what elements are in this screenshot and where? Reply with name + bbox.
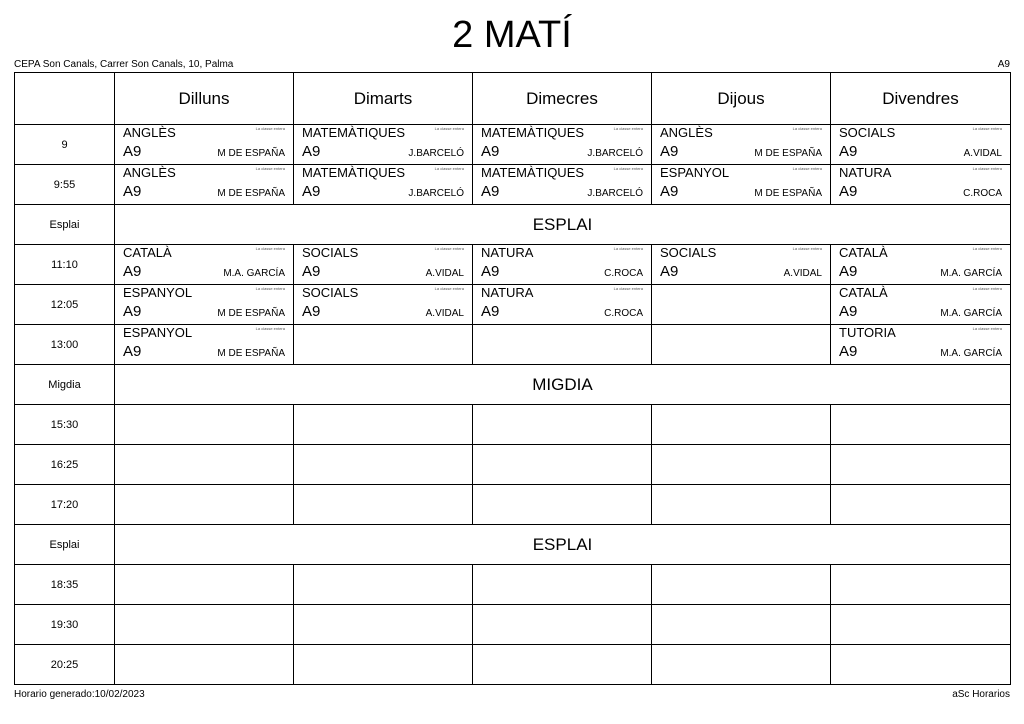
timetable: [14, 72, 1011, 685]
group-note: La classe entera: [792, 126, 822, 131]
room-label: A9: [839, 343, 858, 360]
room-label: A9: [123, 183, 142, 200]
lesson-cell: [115, 325, 294, 365]
break-label: ESPLAI: [115, 205, 1011, 245]
empty-cell: [652, 405, 831, 445]
lesson-cell: [294, 245, 473, 285]
time-slot: Esplai: [15, 205, 115, 245]
room-label: A9: [481, 183, 500, 200]
time-slot: 13:00: [15, 325, 115, 365]
subject-label: ANGLÈS: [123, 125, 176, 140]
empty-cell: [473, 605, 652, 645]
group-note: La classe entera: [972, 286, 1002, 291]
group-note: La classe entera: [613, 246, 643, 251]
group-note: La classe entera: [972, 246, 1002, 251]
room-label: A9: [660, 263, 679, 280]
day-header-row: [15, 73, 1011, 125]
lesson: [831, 165, 1010, 204]
room-label: A9: [123, 263, 142, 280]
empty-cell: [831, 485, 1011, 525]
period-row: [15, 485, 1011, 525]
period-row: [15, 645, 1011, 685]
empty-cell: [294, 565, 473, 605]
lesson-cell: [115, 125, 294, 165]
lesson-cell: [473, 285, 652, 325]
lesson-cell: [115, 165, 294, 205]
empty-cell: [831, 445, 1011, 485]
teacher-label: A.VIDAL: [783, 268, 822, 279]
break-row: [15, 205, 1011, 245]
subject-label: ANGLÈS: [660, 125, 713, 140]
teacher-label: M DE ESPAÑA: [217, 308, 285, 319]
generated-date: Horario generado:10/02/2023: [14, 689, 145, 700]
group-note: La classe entera: [255, 126, 285, 131]
lesson: [473, 165, 651, 204]
empty-cell: [652, 325, 831, 365]
room-label: A9: [660, 143, 679, 160]
teacher-label: M DE ESPAÑA: [217, 188, 285, 199]
teacher-label: J.BARCELÓ: [408, 188, 464, 199]
empty-cell: [831, 645, 1011, 685]
lesson: [831, 125, 1010, 164]
lesson-cell: [115, 245, 294, 285]
subject-label: MATEMÀTIQUES: [302, 165, 406, 180]
empty-cell: [473, 645, 652, 685]
lesson-cell: [831, 165, 1011, 205]
empty-cell: [294, 645, 473, 685]
subject-label: SOCIALS: [839, 125, 896, 140]
lesson: [652, 245, 830, 284]
teacher-label: M.A. GARCÍA: [940, 348, 1002, 359]
time-slot: 11:10: [15, 245, 115, 285]
break-row: [15, 525, 1011, 565]
lesson: [115, 165, 293, 204]
lesson-cell: [294, 165, 473, 205]
subject-label: ESPANYOL: [123, 325, 193, 340]
lesson-cell: [473, 125, 652, 165]
time-slot: Migdia: [15, 365, 115, 405]
room-label: A9: [481, 143, 500, 160]
period-row: [15, 445, 1011, 485]
group-note: La classe entera: [972, 326, 1002, 331]
lesson: [473, 125, 651, 164]
teacher-label: J.BARCELÓ: [587, 148, 643, 159]
group-note: La classe entera: [255, 326, 285, 331]
time-slot: 17:20: [15, 485, 115, 525]
room-label: A9: [123, 303, 142, 320]
empty-cell: [115, 645, 294, 685]
time-slot: 15:30: [15, 405, 115, 445]
lesson-cell: [294, 125, 473, 165]
room-label: A9: [839, 263, 858, 280]
empty-cell: [473, 405, 652, 445]
lesson: [115, 285, 293, 324]
time-slot: Esplai: [15, 525, 115, 565]
lesson: [652, 165, 830, 204]
time-slot: 12:05: [15, 285, 115, 325]
empty-cell: [115, 565, 294, 605]
room-label: A9: [302, 143, 321, 160]
empty-cell: [115, 405, 294, 445]
day-header: Dijous: [652, 73, 831, 125]
teacher-label: A.VIDAL: [963, 148, 1002, 159]
room-label: A9: [481, 263, 500, 280]
lesson: [115, 325, 293, 364]
lesson-cell: [652, 165, 831, 205]
teacher-label: M DE ESPAÑA: [754, 188, 822, 199]
empty-cell: [294, 405, 473, 445]
period-row: [15, 125, 1011, 165]
empty-cell: [294, 485, 473, 525]
lesson: [115, 125, 293, 164]
empty-cell: [831, 605, 1011, 645]
school-name: CEPA Son Canals, Carrer Son Canals, 10, Palma: [14, 59, 234, 70]
empty-cell: [652, 285, 831, 325]
lesson-cell: [831, 325, 1011, 365]
lesson: [294, 285, 472, 324]
period-row: [15, 605, 1011, 645]
subject-label: NATURA: [839, 165, 892, 180]
period-row: [15, 285, 1011, 325]
teacher-label: M DE ESPAÑA: [217, 348, 285, 359]
room-label: A9: [302, 263, 321, 280]
empty-cell: [652, 485, 831, 525]
group-note: La classe entera: [613, 286, 643, 291]
teacher-label: M.A. GARCÍA: [940, 308, 1002, 319]
empty-cell: [115, 605, 294, 645]
time-slot: 9: [15, 125, 115, 165]
subject-label: TUTORIA: [839, 325, 896, 340]
period-row: [15, 325, 1011, 365]
group-note: La classe entera: [434, 246, 464, 251]
room-label: A9: [481, 303, 500, 320]
teacher-label: J.BARCELÓ: [587, 188, 643, 199]
room-label: A9: [302, 303, 321, 320]
teacher-label: M DE ESPAÑA: [754, 148, 822, 159]
subject-label: NATURA: [481, 245, 534, 260]
period-row: [15, 165, 1011, 205]
day-header: Divendres: [831, 73, 1011, 125]
period-row: [15, 565, 1011, 605]
empty-cell: [652, 445, 831, 485]
group-note: La classe entera: [792, 246, 822, 251]
period-row: [15, 245, 1011, 285]
lesson: [831, 325, 1010, 364]
lesson: [831, 245, 1010, 284]
group-note: La classe entera: [792, 166, 822, 171]
teacher-label: C.ROCA: [604, 268, 643, 279]
lesson-cell: [652, 125, 831, 165]
room-label: A9: [123, 343, 142, 360]
subject-label: NATURA: [481, 285, 534, 300]
group-note: La classe entera: [434, 126, 464, 131]
lesson: [473, 285, 651, 324]
group-note: La classe entera: [434, 166, 464, 171]
empty-cell: [473, 485, 652, 525]
group-note: La classe entera: [613, 126, 643, 131]
time-slot: 9:55: [15, 165, 115, 205]
break-label: MIGDIA: [115, 365, 1011, 405]
group-note: La classe entera: [972, 126, 1002, 131]
period-row: [15, 405, 1011, 445]
empty-cell: [831, 405, 1011, 445]
break-label: ESPLAI: [115, 525, 1011, 565]
group-note: La classe entera: [972, 166, 1002, 171]
lesson: [831, 285, 1010, 324]
group-note: La classe entera: [255, 166, 285, 171]
subject-label: ESPANYOL: [660, 165, 730, 180]
subject-label: ESPANYOL: [123, 285, 193, 300]
lesson: [294, 125, 472, 164]
lesson: [294, 165, 472, 204]
lesson: [294, 245, 472, 284]
empty-cell: [115, 445, 294, 485]
subject-label: CATALÀ: [839, 285, 888, 300]
lesson-cell: [831, 285, 1011, 325]
lesson-cell: [652, 245, 831, 285]
day-header: Dimarts: [294, 73, 473, 125]
empty-cell: [652, 645, 831, 685]
empty-cell: [473, 325, 652, 365]
group-note: La classe entera: [434, 286, 464, 291]
lesson: [473, 245, 651, 284]
room-label: A9: [839, 303, 858, 320]
subject-label: MATEMÀTIQUES: [302, 125, 406, 140]
empty-cell: [831, 565, 1011, 605]
lesson: [115, 245, 293, 284]
subject-label: MATEMÀTIQUES: [481, 125, 585, 140]
teacher-label: A.VIDAL: [425, 308, 464, 319]
subject-label: SOCIALS: [302, 245, 359, 260]
page-title: 2 MATÍ: [452, 14, 572, 56]
empty-cell: [294, 325, 473, 365]
lesson-cell: [831, 245, 1011, 285]
teacher-label: C.ROCA: [963, 188, 1002, 199]
teacher-label: A.VIDAL: [425, 268, 464, 279]
lesson-cell: [473, 165, 652, 205]
empty-cell: [473, 445, 652, 485]
room-label: A9: [839, 183, 858, 200]
lesson-cell: [473, 245, 652, 285]
empty-cell: [294, 445, 473, 485]
group-note: La classe entera: [613, 166, 643, 171]
subject-label: MATEMÀTIQUES: [481, 165, 585, 180]
teacher-label: M.A. GARCÍA: [940, 268, 1002, 279]
group-note: La classe entera: [255, 246, 285, 251]
lesson-cell: [294, 285, 473, 325]
room-label: A9: [660, 183, 679, 200]
teacher-label: M.A. GARCÍA: [223, 268, 285, 279]
teacher-label: C.ROCA: [604, 308, 643, 319]
footer-brand: aSc Horarios: [952, 689, 1010, 700]
room-label: A9: [839, 143, 858, 160]
break-row: [15, 365, 1011, 405]
lesson: [652, 125, 830, 164]
corner-cell: [15, 73, 115, 125]
lesson-cell: [831, 125, 1011, 165]
day-header: Dilluns: [115, 73, 294, 125]
empty-cell: [652, 565, 831, 605]
empty-cell: [115, 485, 294, 525]
time-slot: 19:30: [15, 605, 115, 645]
room-label: A9: [302, 183, 321, 200]
subject-label: SOCIALS: [660, 245, 717, 260]
time-slot: 18:35: [15, 565, 115, 605]
teacher-label: M DE ESPAÑA: [217, 148, 285, 159]
lesson-cell: [115, 285, 294, 325]
day-header: Dimecres: [473, 73, 652, 125]
teacher-label: J.BARCELÓ: [408, 148, 464, 159]
subject-label: CATALÀ: [123, 245, 172, 260]
group-note: La classe entera: [255, 286, 285, 291]
time-slot: 20:25: [15, 645, 115, 685]
empty-cell: [652, 605, 831, 645]
empty-cell: [294, 605, 473, 645]
subject-label: CATALÀ: [839, 245, 888, 260]
group-label: A9: [997, 59, 1010, 70]
room-label: A9: [123, 143, 142, 160]
empty-cell: [473, 565, 652, 605]
subject-label: SOCIALS: [302, 285, 359, 300]
time-slot: 16:25: [15, 445, 115, 485]
subject-label: ANGLÈS: [123, 165, 176, 180]
